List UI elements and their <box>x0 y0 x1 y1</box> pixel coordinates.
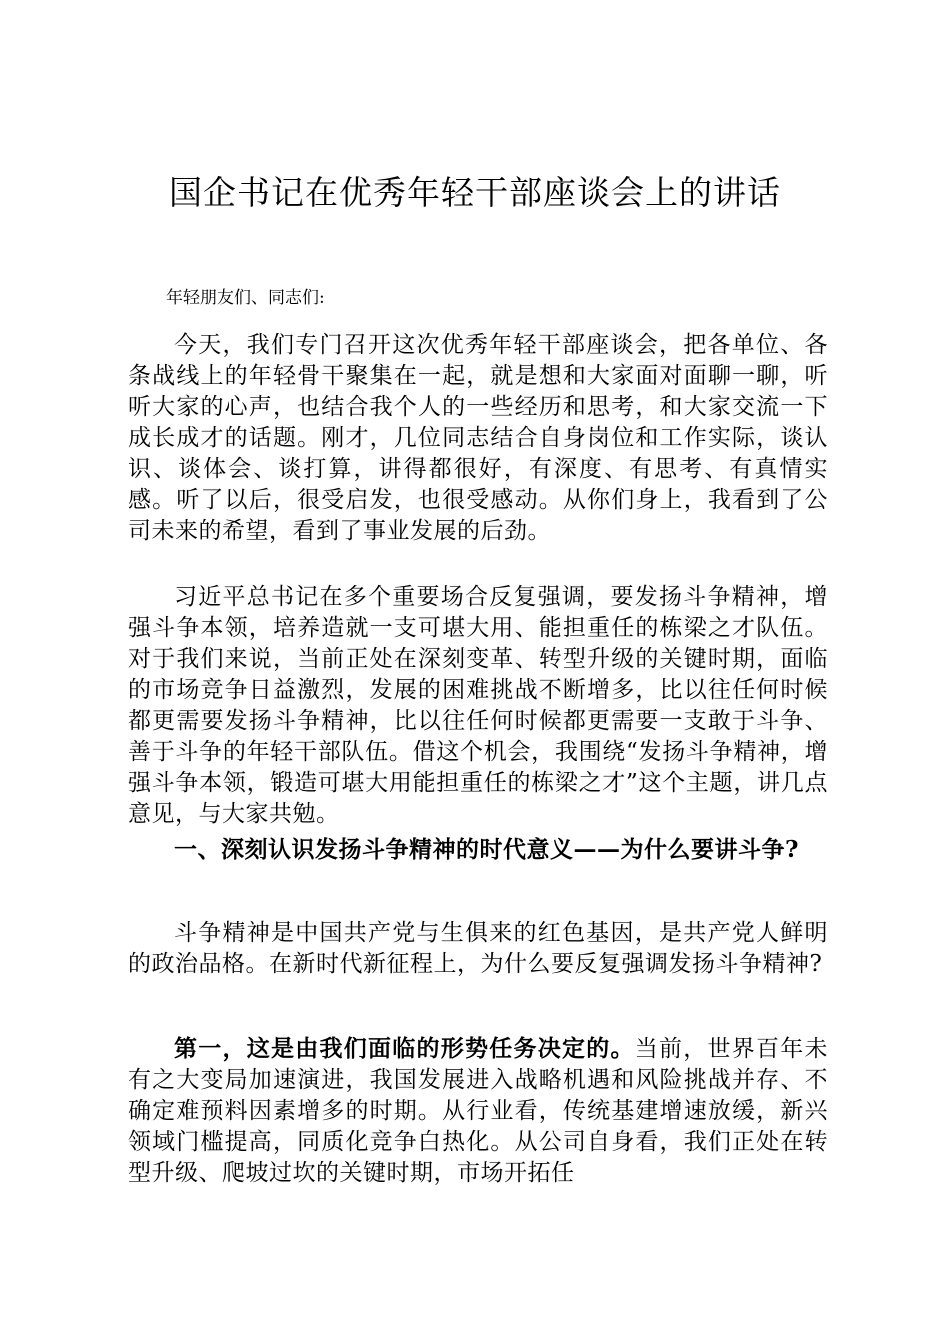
point-one-lead: 第一，这是由我们面临的形势任务决定的。 <box>174 1035 635 1062</box>
section-heading: 一、深刻认识发扬斗争精神的时代意义——为什么要讲斗争? <box>174 836 799 863</box>
point-one-text: 当前，世界百年未有之大变局加速演进，我国发展进入战略机遇和风险挑战并存、不确定难预料因素增多的时期。从行业看，传统基建增速放缓，新兴领域门槛提高，同质化竞争白热化。从公司自身看，我们正处在转型升级、爬坡过坎的关键时期，市场开拓任 <box>128 1036 828 1186</box>
section-intro-paragraph: 斗争精神是中国共产党与生俱来的红色基因，是共产党人鲜明的政治品格。在新时代新征程上，为什么要反复强调发扬斗争精神? <box>128 920 828 977</box>
greeting-line: 年轻朋友们、同志们: <box>166 288 325 308</box>
paragraph-opening: 今天，我们专门召开这次优秀年轻干部座谈会，把各单位、各条战线上的年轻骨干聚集在一起，就是想和大家面对面聊一聊，听听大家的心声，也结合我个人的一些经历和思考，和大家交流一下成长成才的话题。刚才，几位同志结合自身岗位和工作实际，谈认识、谈体会、谈打算，讲得都很好，有深度、有思考、有真情实感。听了以后，很受启发，也很受感动。从你们身上，我看到了公司未来的希望，看到了事业发展的后劲。 <box>128 332 828 544</box>
point-one-paragraph <box>128 1033 828 1189</box>
document-title: 国企书记在优秀年轻干部座谈会上的讲话 <box>169 173 781 212</box>
paragraph-theme: 习近平总书记在多个重要场合反复强调，要发扬斗争精神，增强斗争本领，培养造就一支可堪大用、能担重任的栋梁之才队伍。对于我们来说，当前正处在深刻变革、转型升级的关键时期，面临的市场竞争日益激烈，发展的困难挑战不断增多，比以往任何时候都更需要发扬斗争精神，比以往任何时候都更需要一支敢于斗争、善于斗争的年轻干部队伍。借这个机会，我围绕“发扬斗争精神，增强斗争本领，锻造可堪大用能担重任的栋梁之才”这个主题，讲几点意见，与大家共勉。 <box>128 584 828 827</box>
